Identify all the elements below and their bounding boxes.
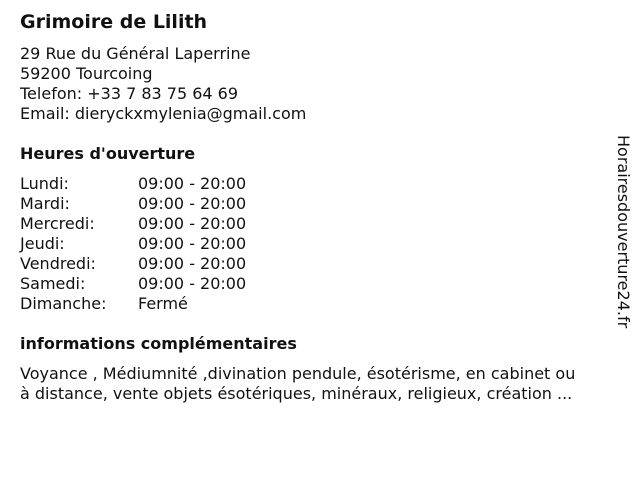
time-value: 09:00 - 20:00 (138, 194, 247, 213)
time-value: 09:00 - 20:00 (138, 234, 247, 253)
opening-hours-heading: Heures d'ouverture (20, 144, 196, 163)
day-label: Lundi: (20, 174, 69, 193)
time-value: 09:00 - 20:00 (138, 174, 247, 193)
day-label: Samedi: (20, 274, 86, 293)
business-contact (20, 44, 306, 124)
day-label: Mercredi: (20, 214, 95, 233)
business-name: Grimoire de Lilith (20, 11, 208, 33)
time-value: 09:00 - 20:00 (138, 214, 247, 233)
day-label: Jeudi: (20, 234, 65, 253)
city-postcode: 59200 Tourcoing (20, 64, 153, 83)
day-label: Dimanche: (20, 294, 107, 313)
additional-info-line: à distance, vente objets ésotériques, minéraux, religieux, création ... (20, 384, 573, 403)
time-value: Fermé (138, 294, 188, 313)
additional-info-line: Voyance , Médiumnité ,divination pendule, ésotérisme, en cabinet ou (20, 364, 576, 383)
day-label: Vendredi: (20, 254, 96, 273)
time-value: 09:00 - 20:00 (138, 274, 247, 293)
phone-number: Telefon: +33 7 83 75 64 69 (20, 84, 239, 103)
day-label: Mardi: (20, 194, 70, 213)
time-value: 09:00 - 20:00 (138, 254, 247, 273)
additional-info-text (20, 364, 630, 404)
site-watermark: Horairesdouverture24.fr (614, 135, 633, 329)
email-address: Email: dieryckxmylenia@gmail.com (20, 104, 307, 123)
street-address: 29 Rue du Général Laperrine (20, 44, 251, 63)
additional-info-heading: informations complémentaires (20, 334, 297, 353)
